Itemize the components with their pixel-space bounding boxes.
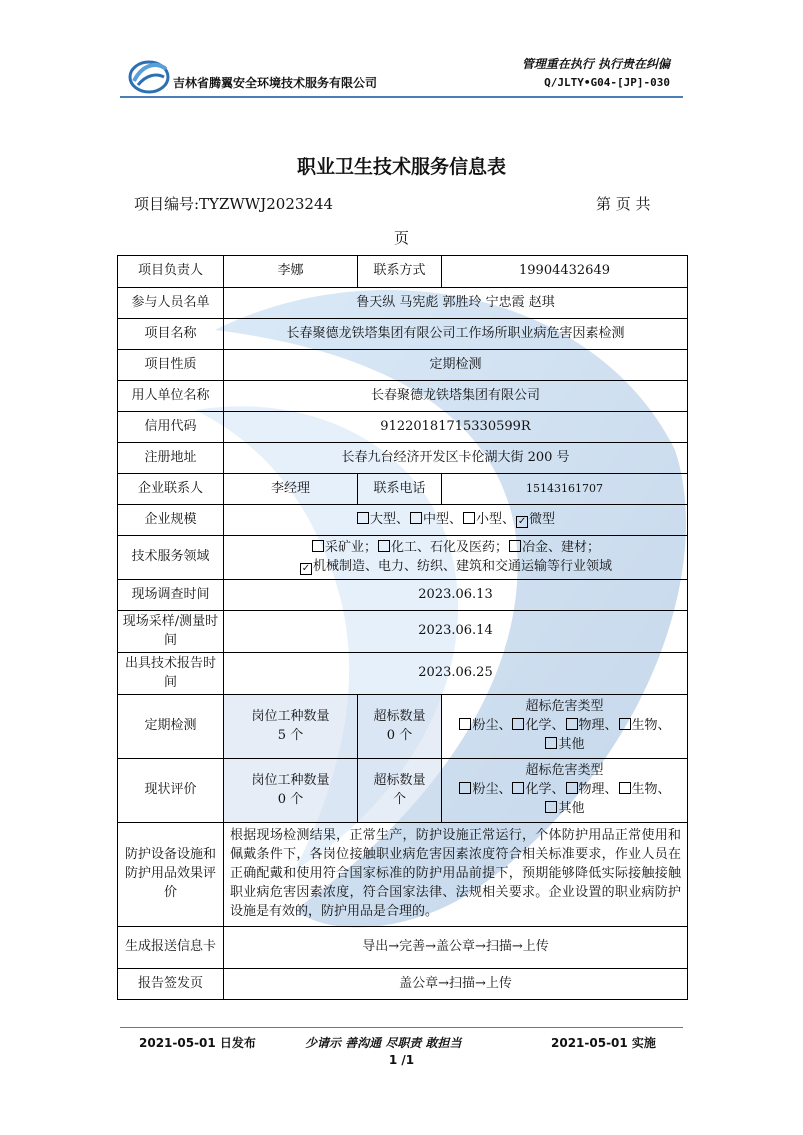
option-label: 小型、 — [476, 511, 516, 527]
effective-date: 2021-05-01 实施 — [551, 1036, 656, 1050]
table-row — [118, 288, 688, 319]
page-number: 1 /1 — [388, 1053, 415, 1067]
cell-label: 信用代码 — [118, 412, 224, 443]
cell-label: 现场采样/测量时间 — [118, 611, 224, 653]
exceed-count-cell — [358, 695, 442, 759]
evaluation-text: 根据现场检测结果，正常生产，防护设施正常运行，个体防护用品正常使用和佩戴条件下，各岗位接触职业病危害因素浓度符合相关标准要求，作业人员在正确配戴和使用符合国家标准的防护用品前提下，预期能够降低实际接触接触职业病危害因素浓度，符合国家法律、法规相关要求。企业设置的职业病防护设施是有效的，防护用品是合理的。 — [224, 823, 688, 927]
checkbox[interactable] — [512, 782, 524, 794]
checkbox[interactable] — [410, 512, 422, 524]
cell-value: 0 个 — [386, 727, 413, 743]
table-row — [118, 536, 688, 580]
option-label: 微型 — [529, 511, 556, 527]
cell-label: 防护设备设施和防护用品效果评价 — [118, 823, 224, 927]
cell-label: 岗位工种数量 — [251, 772, 330, 788]
option-label: 中型、 — [422, 511, 462, 527]
cell-value: 长春九台经济开发区卡伦湖大街 200 号 — [224, 443, 688, 474]
table-row — [118, 319, 688, 350]
cell-label: 岗位工种数量 — [251, 708, 330, 724]
option-label: 物理、 — [578, 782, 618, 798]
checkbox[interactable] — [545, 801, 557, 813]
domain-options — [224, 536, 688, 580]
scale-options — [224, 505, 688, 536]
table-row — [118, 927, 688, 969]
option-label: 化学、 — [525, 718, 565, 734]
cell-label: 现状评价 — [118, 759, 224, 823]
option-label: 其他 — [558, 736, 585, 752]
cell-label: 联系方式 — [358, 256, 442, 288]
cell-label: 参与人员名单 — [118, 288, 224, 319]
cell-value: 15143161707 — [442, 474, 688, 505]
checkbox[interactable] — [512, 718, 524, 730]
info-table — [117, 255, 688, 1000]
cell-label: 用人单位名称 — [118, 381, 224, 412]
checkbox[interactable] — [545, 737, 557, 749]
cell-label: 报告签发页 — [118, 969, 224, 1000]
cell-label: 生成报送信息卡 — [118, 927, 224, 969]
cell-value: 2023.06.14 — [224, 611, 688, 653]
cell-value: 定期检测 — [224, 350, 688, 381]
posts-count-cell — [224, 759, 358, 823]
cell-value: 0 个 — [277, 791, 304, 807]
table-row — [118, 256, 688, 288]
table-row — [118, 580, 688, 611]
option-label: 生物、 — [631, 718, 671, 734]
option-label: 化工、石化及医药； — [390, 539, 508, 555]
cell-label: 项目负责人 — [118, 256, 224, 288]
page-title: 职业卫生技术服务信息表 — [296, 156, 506, 178]
issue-date: 2021-05-01 日发布 — [139, 1036, 256, 1050]
checkbox[interactable]: ✓ — [301, 562, 311, 574]
cell-value: 李娜 — [224, 256, 358, 288]
option-label: 机械制造、电力、纺织、建筑和交通运输等行业领域 — [312, 558, 612, 574]
option-label: 大型、 — [369, 511, 409, 527]
cell-label: 企业规模 — [118, 505, 224, 536]
cell-label: 超标危害类型 — [525, 763, 604, 779]
project-number: 项目编号:TYZWWJ2023244 — [134, 195, 334, 213]
checkbox[interactable] — [463, 512, 475, 524]
cell-label: 注册地址 — [118, 443, 224, 474]
cell-label: 出具技术报告时间 — [118, 653, 224, 695]
checkbox[interactable] — [509, 540, 521, 552]
cell-label: 现场调查时间 — [118, 580, 224, 611]
company-name: 吉林省腾翼安全环境技术服务有限公司 — [173, 76, 378, 90]
checkbox[interactable] — [619, 718, 631, 730]
cell-value: 李经理 — [224, 474, 358, 505]
option-label: 冶金、建材； — [522, 539, 601, 555]
table-row — [118, 969, 688, 1000]
table-row — [118, 474, 688, 505]
cell-value: 鲁天纵 马宪彪 郭胜玲 宁忠霞 赵琪 — [224, 288, 688, 319]
checkbox[interactable] — [312, 540, 324, 552]
checkbox[interactable] — [357, 512, 369, 524]
company-logo — [128, 55, 170, 95]
header-divider — [120, 96, 683, 98]
cell-label: 超标数量 — [373, 708, 426, 724]
table-row — [118, 505, 688, 536]
cell-value: 盖公章→扫描→上传 — [224, 969, 688, 1000]
option-label: 物理、 — [578, 718, 618, 734]
option-label: 生物、 — [631, 782, 671, 798]
cell-label: 企业联系人 — [118, 474, 224, 505]
cell-label: 联系电话 — [358, 474, 442, 505]
cell-value: 91220181715330599R — [224, 412, 688, 443]
hazard-types-cell — [442, 759, 688, 823]
hazard-types-cell — [442, 695, 688, 759]
checkbox[interactable] — [566, 718, 578, 730]
checkbox[interactable]: ✓ — [517, 515, 527, 527]
checkbox[interactable] — [566, 782, 578, 794]
cell-value: 长春聚德龙铁塔集团有限公司 — [224, 381, 688, 412]
option-label: 粉尘、 — [472, 718, 512, 734]
posts-count-cell — [224, 695, 358, 759]
footer-motto: 少请示 善沟通 尽职责 敢担当 — [305, 1036, 462, 1050]
cell-value: 2023.06.25 — [224, 653, 688, 695]
cell-value: 长春聚德龙铁塔集团有限公司工作场所职业病危害因素检测 — [224, 319, 688, 350]
table-row — [118, 381, 688, 412]
checkbox[interactable] — [378, 540, 390, 552]
table-row — [118, 412, 688, 443]
cell-value: 个 — [392, 791, 406, 807]
table-row — [118, 350, 688, 381]
cell-value: 19904432649 — [442, 256, 688, 288]
table-row — [118, 823, 688, 927]
cell-value: 2023.06.13 — [224, 580, 688, 611]
footer-divider — [120, 1027, 683, 1028]
table-row — [118, 759, 688, 823]
table-row — [118, 611, 688, 653]
option-label: 采矿业； — [324, 539, 377, 555]
table-row — [118, 695, 688, 759]
option-label: 其他 — [558, 800, 585, 816]
cell-label: 定期检测 — [118, 695, 224, 759]
exceed-count-cell — [358, 759, 442, 823]
cell-label: 超标危害类型 — [525, 699, 604, 715]
cell-label: 超标数量 — [373, 772, 426, 788]
document-code: Q/JLTY•G04-[JP]-030 — [544, 76, 670, 89]
cell-value: 5 个 — [277, 727, 304, 743]
cell-label: 项目性质 — [118, 350, 224, 381]
option-label: 化学、 — [525, 782, 565, 798]
option-label: 粉尘、 — [472, 782, 512, 798]
table-row — [118, 653, 688, 695]
table-row — [118, 443, 688, 474]
cell-label: 技术服务领域 — [118, 536, 224, 580]
checkbox[interactable] — [619, 782, 631, 794]
checkbox[interactable] — [459, 782, 471, 794]
page-count-suffix: 页 — [394, 229, 410, 247]
checkbox[interactable] — [459, 718, 471, 730]
cell-value: 导出→完善→盖公章→扫描→上传 — [224, 927, 688, 969]
cell-label: 项目名称 — [118, 319, 224, 350]
page-count-label: 第 页 共 — [596, 195, 651, 213]
header-slogan: 管理重在执行 执行贵在纠偏 — [521, 57, 670, 71]
